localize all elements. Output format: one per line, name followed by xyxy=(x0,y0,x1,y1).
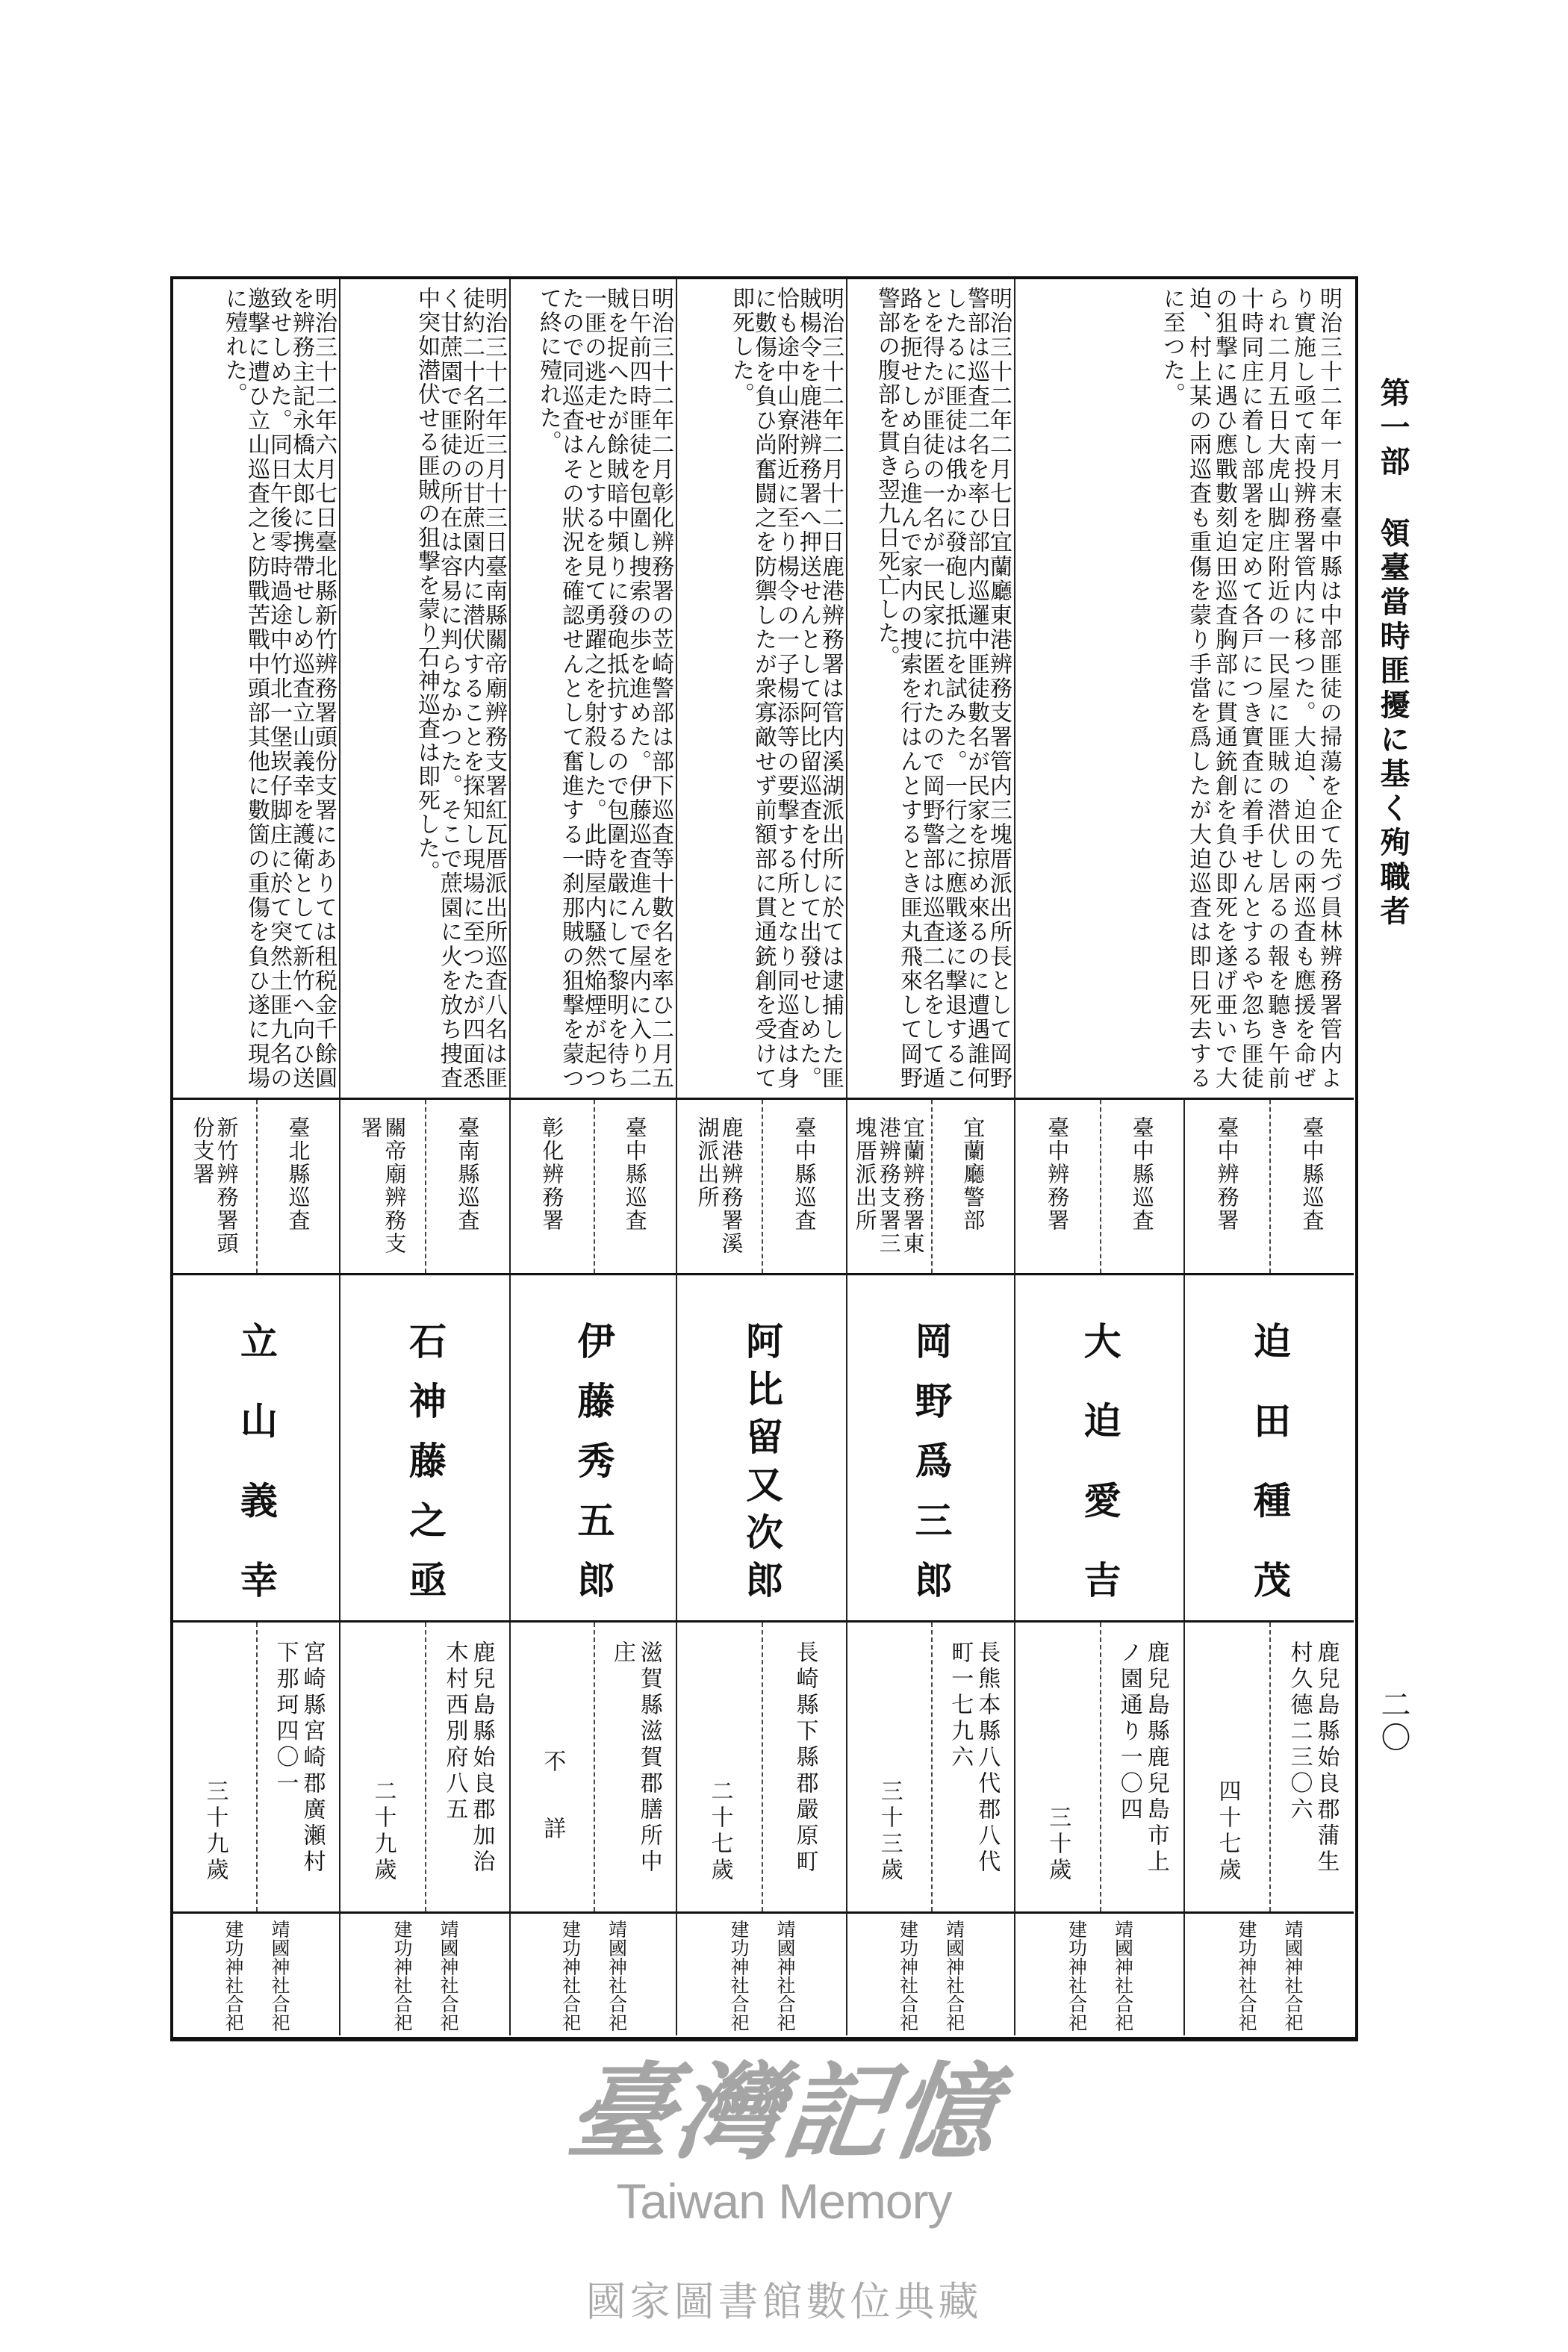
affiliation-cell xyxy=(173,1098,339,1273)
shrine-yasukuni: 靖國神社合祀 xyxy=(1282,1920,1304,2032)
office: 臺中辨務署 xyxy=(1214,1116,1240,1232)
shrine-kenko: 建功神社合祀 xyxy=(1065,1920,1088,2032)
name-cell xyxy=(339,1273,509,1620)
taiwan-memory-watermark xyxy=(523,2053,1045,2230)
birthplace: 鹿兒島縣始良郡加治木村西別府八五 xyxy=(441,1640,495,1876)
shrine-yasukuni: 靖國神社合祀 xyxy=(269,1920,290,2032)
age: 三十歲 xyxy=(1045,1805,1071,1884)
person-name: 立山義幸 xyxy=(234,1322,279,1598)
part-label: 第一部 xyxy=(1375,377,1410,480)
chapter-title: 領臺當時匪擾に基く殉職者 xyxy=(1375,517,1410,930)
library-footer: 國家圖書館數位典藏 xyxy=(585,2280,983,2324)
birthplace: 長崎縣下縣郡嚴原町 xyxy=(791,1640,818,1876)
shrine-cell xyxy=(846,1911,1014,2035)
name-cell xyxy=(846,1273,1014,1620)
birthplace-age-cell xyxy=(1183,1620,1354,1911)
name-cell xyxy=(676,1273,846,1620)
narrative-text: 明治三十二年六月七日臺北縣新竹辨務署頭份支署にありては租税金千餘圓を辨務主記永橋太郎に携帶せしめ巡査立山義幸を護衛として新竹へ向ひ送致せしめた。同日午後零時過途中竹北一堡崁仔脚庄に於て突然土匪九名の邀撃に遭ひ立山巡査之と防戰苦戰中頭部其他に數箇の重傷を負ひ遂に現場に殪れた。 xyxy=(221,287,337,1090)
office: 彰化辨務署 xyxy=(539,1116,565,1232)
age: 不詳 xyxy=(539,1749,566,1884)
narrative-sakoda-osako xyxy=(1014,279,1354,1098)
age: 二十七歲 xyxy=(706,1779,733,1884)
birthplace-age-cell xyxy=(509,1620,676,1911)
narrative-text: 明治三十二年三月十三日臺南縣關帝廟辨務支署紅瓦厝派出所巡査八名は匪徒約二十名附近の甘蔗園内に潜伏することを探知し現場に至つたが四面悉く甘蔗園で匪徒の所在は容易に判らなかつた。そこで蔗園に火を放ち捜査中突如潜伏せる匪賊の狙撃を蒙り石神巡査は即死した。 xyxy=(414,287,507,1090)
office: 新竹辨務署頭份支署 xyxy=(190,1116,240,1255)
narrative-text: 明治三十二年二月彰化辨務署の苙崎警部は部下巡査等十數名を率ひ二月五日午前四時匪徒を包圍し捜索の歩を進めた。伊藤巡査進んで屋内に入り二賊を捉へたが餘賊暗中頻りに發砲抵抗するので包圍を嚴にして黎明を待ち一匪の逃走せんとするを見て勇躍之を射殺した。此時屋内騷然焔煙が起つたので同巡査はその狀況を確認せんとして奮進する一刹那賊の狙撃を蒙つて終に殪れた。 xyxy=(535,287,673,1090)
name-cell xyxy=(1183,1273,1354,1620)
birthplace-age-cell xyxy=(846,1620,1014,1911)
name-cell xyxy=(1014,1273,1183,1620)
person-name: 大迫愛吉 xyxy=(1077,1322,1122,1598)
person-name: 石神藤之亟 xyxy=(403,1322,447,1598)
rank-title: 臺中縣巡査 xyxy=(1129,1116,1155,1232)
shrine-yasukuni: 靖國神社合祀 xyxy=(943,1920,965,2032)
birthplace: 鹿兒島縣始良郡蒲生村久德二三〇六 xyxy=(1286,1640,1340,1876)
affiliation-cell xyxy=(509,1098,676,1273)
age: 三十三歲 xyxy=(876,1779,903,1884)
running-header xyxy=(1370,377,1415,930)
person-name: 伊藤秀五郎 xyxy=(571,1322,616,1598)
shrine-cell xyxy=(676,1911,846,2035)
narrative-abiru xyxy=(676,279,846,1098)
affiliation-cell xyxy=(846,1098,1014,1273)
shrine-kenko: 建功神社合祀 xyxy=(897,1920,919,2032)
person-name: 阿比留又次郎 xyxy=(740,1322,784,1598)
birthplace-age-cell xyxy=(676,1620,846,1911)
narrative-ishigami xyxy=(339,279,509,1098)
rank-title: 臺中縣巡査 xyxy=(1299,1116,1325,1232)
shrine-cell xyxy=(173,1911,339,2035)
narrative-text: 明治三十二年二月十二日鹿港辨務署は管内溪湖派出所に於ては逮捕した匪賊楊令を鹿港辨務署へ押送せんとして阿比留巡査を付して出發せしめた。恰も途中山寮附近に至り楊令の一子楊添等の要撃する所となり同巡査は身に數傷を負ひ尚奮闘之を防禦したが衆寡敵せず前額部に貫通銃創を受けて即死した。 xyxy=(728,287,844,1090)
affiliation-cell xyxy=(339,1098,509,1273)
name-cell xyxy=(509,1273,676,1620)
affiliation-cell xyxy=(1014,1098,1183,1273)
age: 四十七歲 xyxy=(1214,1779,1241,1884)
age: 二十九歲 xyxy=(370,1779,396,1884)
narrative-text: 明治三十二年一月末臺中縣は中部匪徒の掃蕩を企て先づ員林辨務署管内より實施し亟て南投辨務署管内に移つた。大迫、迫田の兩巡査も應援を命ぜられ二月五日大虎山脚庄附近の一民屋に匪賊の潜伏し居るの報を聽き午前十時同庄に着し部署を定めて各戸につき實査に着手せんとするや忽ち匪徒の狙撃に遇ひ應戰數刻迫田巡査胸部に貫通銃創を負ひ即死を遂げ亜いで大迫、村上某の兩巡査も重傷を蒙り手當を爲したが大迫巡査は即日死去するに至つた。 xyxy=(1159,287,1342,1090)
shrine-kenko: 建功神社合祀 xyxy=(1236,1920,1257,2032)
rank-title: 宜蘭廳警部 xyxy=(960,1116,986,1232)
birthplace: 長熊本縣八代郡八代町一七九六 xyxy=(947,1640,1001,1876)
affiliation-cell xyxy=(1183,1098,1354,1273)
shrine-kenko: 建功神社合祀 xyxy=(391,1920,413,2032)
shrine-cell xyxy=(509,1911,676,2035)
birthplace: 宮崎縣宮崎郡廣瀬村下那珂四〇一 xyxy=(272,1640,326,1876)
shrine-kenko: 建功神社合祀 xyxy=(559,1920,582,2032)
birthplace-age-cell xyxy=(339,1620,509,1911)
office: 鹿港辨務署溪湖派出所 xyxy=(694,1116,744,1255)
narrative-tateyama xyxy=(173,279,339,1098)
watermark-chinese: 臺灣記憶 xyxy=(560,2052,1008,2174)
shrine-cell xyxy=(1014,1911,1183,2035)
shrine-yasukuni: 靖國神社合祀 xyxy=(438,1920,459,2032)
shrine-yasukuni: 靖國神社合祀 xyxy=(1112,1920,1134,2032)
person-name: 迫田種茂 xyxy=(1248,1322,1292,1598)
person-name: 岡野爲三郎 xyxy=(909,1322,953,1598)
birthplace: 鹿兒島縣鹿兒島市上ノ園通り一〇四 xyxy=(1116,1640,1169,1876)
page-number: 二〇 xyxy=(1376,1689,1410,1755)
birthplace: 滋賀縣滋賀郡膳所中庄 xyxy=(609,1640,662,1876)
office: 關帝廟辨務支署 xyxy=(358,1116,408,1255)
narrative-okano xyxy=(846,279,1014,1098)
age: 三十九歲 xyxy=(202,1779,228,1884)
rank-title: 臺中縣巡査 xyxy=(791,1116,818,1232)
watermark-english: Taiwan Memory xyxy=(616,2174,952,2229)
office: 臺中辨務署 xyxy=(1045,1116,1071,1232)
shrine-cell xyxy=(1183,1911,1354,2035)
office: 宜蘭辨務署東港辨務支署三塊厝派出所 xyxy=(852,1116,926,1255)
birthplace-age-cell xyxy=(173,1620,339,1911)
birthplace-age-cell xyxy=(1014,1620,1183,1911)
rank-title: 臺中縣巡査 xyxy=(622,1116,648,1232)
shrine-yasukuni: 靖國神社合祀 xyxy=(774,1920,796,2032)
shrine-kenko: 建功神社合祀 xyxy=(728,1920,750,2032)
shrine-kenko: 建功神社合祀 xyxy=(223,1920,244,2032)
shrine-yasukuni: 靖國神社合祀 xyxy=(606,1920,628,2032)
narrative-text: 明治三十二年二月七日宜蘭廳東港辨務支署管内三塊厝派出所長として岡野警部は巡査二名を率ひ部内巡邏中匪徒數名が民家を掠め來るのに遭遇誰何したるに匪徒は俄かに發砲し抵抗を試みた。一行之に應戰遂に撃退することを得たが匪徒の一名が一民家に匿れたので岡野警部は巡査二名をして遁路を扼せしめ自ら進んで家内の捜索を行はんとするとき匪丸飛來して岡野警部の腹部を貫き翌九日死亡した。 xyxy=(874,287,1012,1090)
rank-title: 臺北縣巡査 xyxy=(285,1116,311,1232)
rank-title: 臺南縣巡査 xyxy=(455,1116,481,1232)
narrative-ito xyxy=(509,279,676,1098)
affiliation-cell xyxy=(676,1098,846,1273)
shrine-cell xyxy=(339,1911,509,2035)
name-cell xyxy=(173,1273,339,1620)
